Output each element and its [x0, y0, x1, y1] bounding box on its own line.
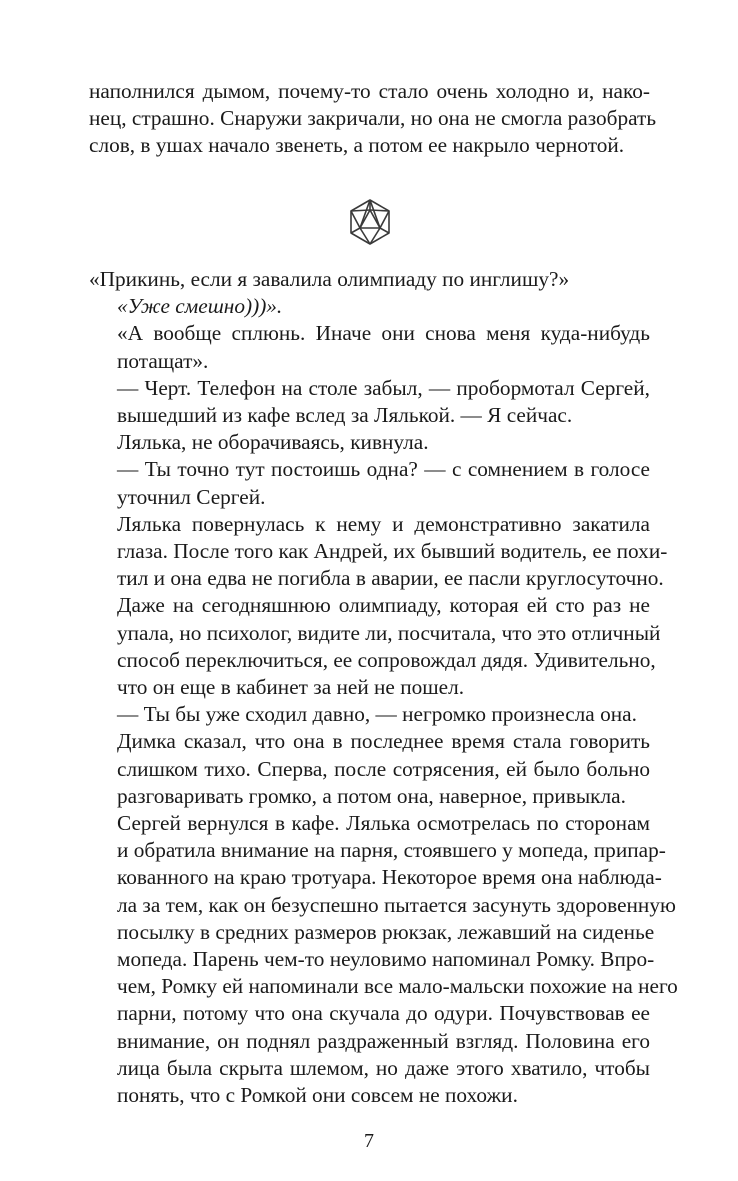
- text-line: способ переключиться, ее сопровождал дядя. Удивительно,: [117, 647, 656, 672]
- text-line: мопеда. Парень чем-то неуловимо напоминал Ромку. Впро-: [117, 947, 655, 972]
- icosahedron-icon: [346, 198, 394, 246]
- text-line: «Уже смешно)))».: [117, 294, 283, 319]
- text-line: — Ты точно тут постоишь одна? — с сомнением в голосе: [117, 457, 650, 482]
- text-line: — Ты бы уже сходил давно, — негромко произнесла она.: [117, 702, 637, 727]
- text-line: разговаривать громко, а потом она, наверное, привыкла.: [117, 783, 626, 808]
- text-line: «Прикинь, если я завалила олимпиаду по инглишу?»: [89, 267, 570, 291]
- text-line: нец, страшно. Снаружи закричали, но она не смогла разобрать: [89, 106, 657, 131]
- text-line: Сергей вернулся в кафе. Лялька осмотрелась по сторонам: [117, 811, 650, 836]
- text-line: слов, в ушах начало звенеть, а потом ее накрыло чернотой.: [89, 133, 625, 158]
- paragraph: [89, 375, 650, 429]
- text-line: тил и она едва не погибла в аварии, ее пасли круглосуточно.: [117, 566, 664, 591]
- paragraph: [89, 511, 668, 701]
- text-line: слишком тихо. Сперва, после сотрясения, ей было больно: [117, 756, 650, 781]
- paragraph: [89, 266, 650, 293]
- text-line: упала, но психолог, видите ли, посчитала, что это отличный: [117, 620, 661, 645]
- text-line: лица была скрыта шлемом, но даже этого хватило, чтобы: [117, 1055, 650, 1080]
- paragraph: [89, 810, 678, 1109]
- text-line: посылку в средних размеров рюкзак, лежавший на сиденье: [117, 919, 655, 944]
- text-line: глаза. После того как Андрей, их бывший водитель, ее похи-: [117, 539, 668, 564]
- text-line: Димка сказал, что она в последнее время стала говорить: [117, 729, 650, 754]
- text-line: парни, потому что она скучала до одури. Почувствовав ее: [117, 1001, 650, 1026]
- page-number: 7: [364, 1130, 374, 1152]
- paragraph: [89, 320, 650, 374]
- text-line: — Черт. Телефон на столе забыл, — пробормотал Сергей,: [117, 375, 650, 400]
- text-line: Лялька, не оборачиваясь, кивнула.: [117, 430, 429, 455]
- text-line: что он еще в кабинет за ней не пошел.: [117, 675, 465, 700]
- text-line: чем, Ромку ей напоминали все мало-мальски похожие на него: [117, 974, 678, 999]
- text-line: вышедший из кафе вслед за Лялькой. — Я сейчас.: [117, 403, 573, 428]
- paragraph: [89, 429, 650, 456]
- text-line: внимание, он поднял раздраженный взгляд. Половина его: [117, 1028, 650, 1053]
- text-line: ла за тем, как он безуспешно пытается засунуть здоровенную: [117, 892, 676, 917]
- text-line: наполнился дымом, почему-то стало очень холодно и, нако-: [89, 79, 650, 103]
- text-line: уточнил Сергей.: [117, 484, 266, 509]
- top-paragraph: [89, 78, 657, 160]
- text-line: потащат».: [117, 348, 209, 373]
- main-text: [89, 266, 678, 1109]
- paragraph: [89, 293, 650, 320]
- paragraph: [89, 728, 650, 810]
- paragraph: [89, 701, 650, 728]
- text-line: Даже на сегодняшнюю олимпиаду, которая ей сто раз не: [117, 593, 650, 618]
- text-line: «А вообще сплюнь. Иначе они снова меня куда-нибудь: [117, 321, 650, 346]
- paragraph: [89, 78, 657, 160]
- text-line: Лялька повернулась к нему и демонстративно закатила: [117, 511, 650, 536]
- text-line: кованного на краю тротуара. Некоторое время она наблюда-: [117, 865, 662, 890]
- paragraph: [89, 456, 650, 510]
- text-line: и обратила внимание на парня, стоявшего у мопеда, припар-: [117, 838, 666, 863]
- text-line: понять, что с Ромкой они совсем не похожи.: [117, 1083, 518, 1108]
